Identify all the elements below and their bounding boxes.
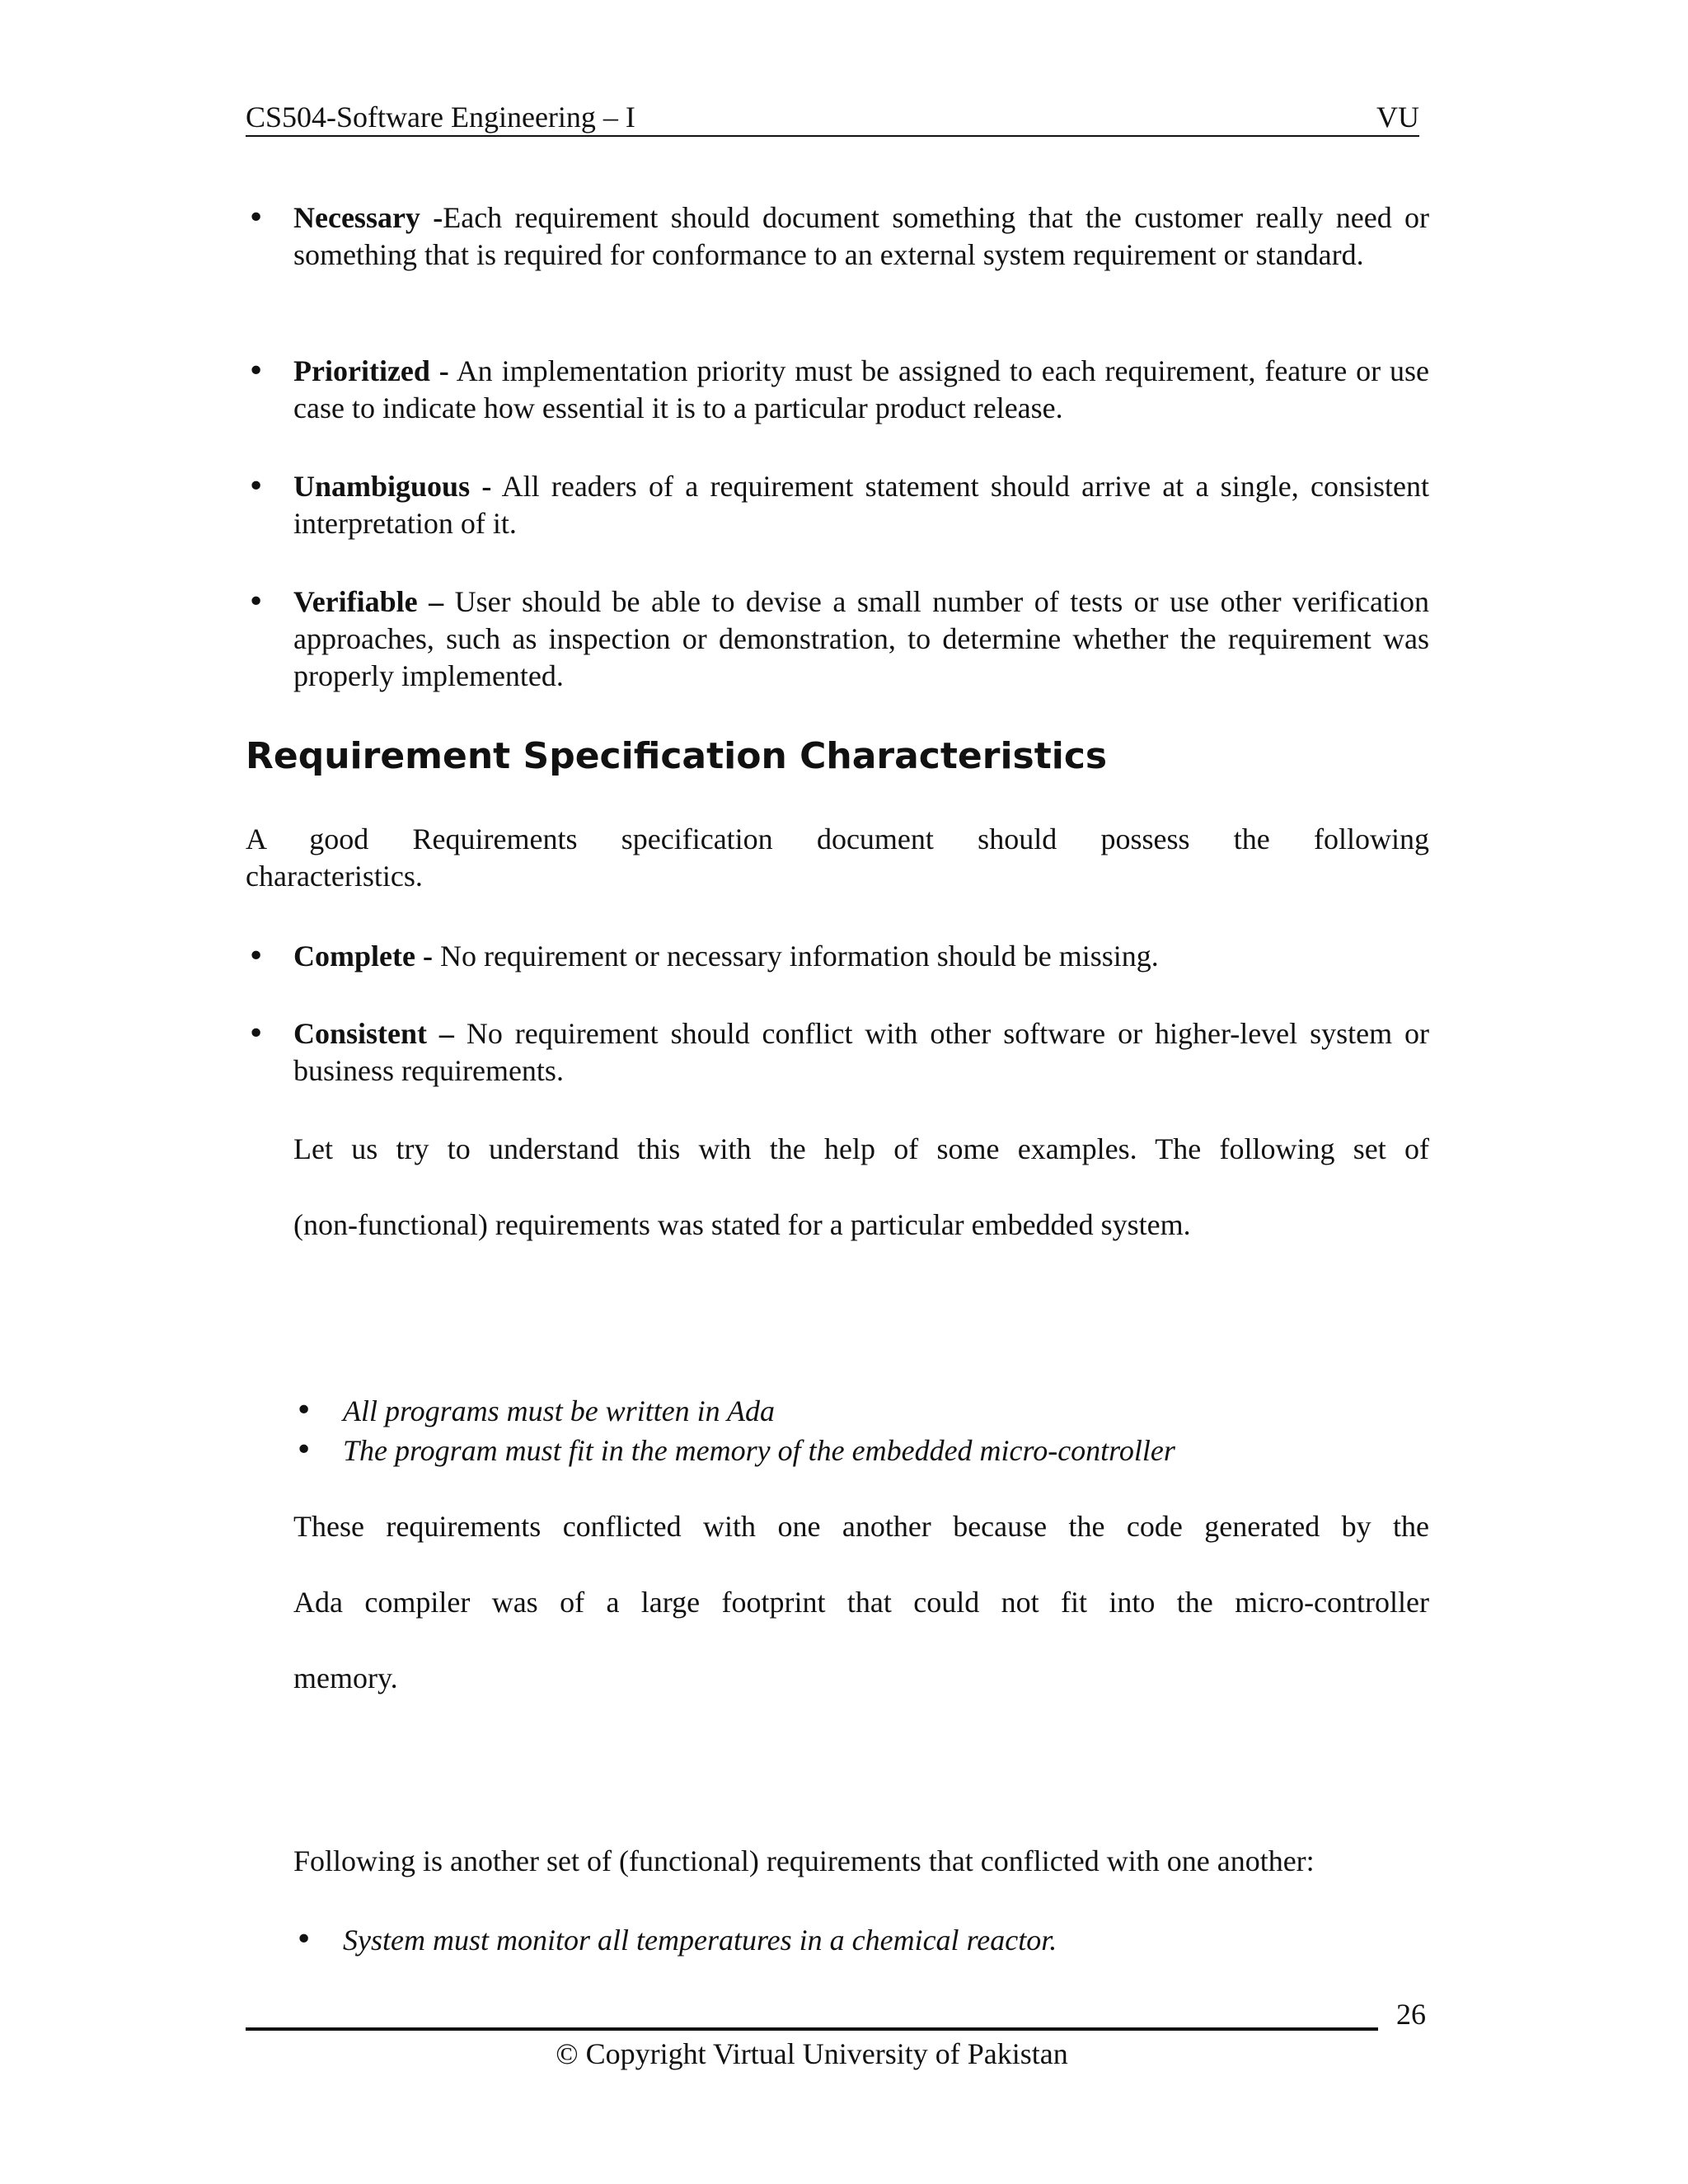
term-complete: Complete - (293, 940, 433, 972)
bullet-icon: • (295, 1394, 313, 1427)
footer-copyright: © Copyright Virtual University of Pakistan (556, 2037, 1068, 2070)
bullet-icon: • (247, 940, 265, 973)
list-item-verifiable (247, 583, 1429, 695)
page-header (246, 99, 1419, 137)
section-intro-line2: characteristics. (246, 860, 423, 893)
header-institution: VU (1376, 101, 1419, 134)
list-item: • All programs must be written in Ada (343, 1391, 1414, 1431)
explanation-line3: memory. (293, 1661, 398, 1694)
desc-unambiguous: All readers of a requirement statement should arrive at a single, consistent interpretation of it. (293, 470, 1429, 540)
bullet-icon: • (247, 585, 265, 619)
explanation-line2: Ada compiler was of a large footprint that could not fit into the micro-controller (293, 1586, 1429, 1619)
list-item: • The program must fit in the memory of the embedded micro-controller (343, 1431, 1414, 1470)
section-title: Requirement Specification Characteristics (246, 735, 1108, 777)
term-unambiguous: Unambiguous - (293, 470, 492, 503)
list-item-consistent (247, 1015, 1429, 1090)
list-item: • System must monitor all temperatures in a chemical reactor. (343, 1920, 1414, 1960)
example-lead-line2: (non-functional) requirements was stated for a particular embedded system. (293, 1208, 1191, 1241)
term-prioritized: Prioritized - (293, 354, 449, 387)
nonfunctional-requirements-list (295, 1391, 1414, 1470)
bullet-icon: • (247, 354, 265, 388)
bullet-icon: • (295, 1433, 313, 1467)
list-item-complete (247, 938, 1429, 975)
functional-lead: Following is another set of (functional) requirements that conflicted with one another: (293, 1844, 1315, 1877)
footer-divider (246, 2027, 1378, 2031)
desc-consistent: No requirement should conflict with other software or higher-level system or business requirements. (293, 1017, 1429, 1087)
explanation-line1: These requirements conflicted with one another because the code generated by the (293, 1510, 1429, 1543)
term-verifiable: Verifiable – (293, 585, 444, 618)
desc-necessary: Each requirement should document something that the customer really need or something that is required for conformance to an external system requirement or standard. (293, 201, 1429, 271)
section-intro-line1: A good Requirements specification document should possess the following (246, 823, 1429, 855)
list-item-prioritized (247, 353, 1429, 427)
list-item-unambiguous (247, 468, 1429, 542)
desc-verifiable: User should be able to devise a small number of tests or use other verification approaches, such as inspection or demonstration, to determine whether the requirement was properly implemented. (293, 585, 1429, 692)
bullet-icon: • (247, 470, 265, 504)
functional-requirements-list (295, 1920, 1414, 1960)
example-lead-line1: Let us try to understand this with the help of some examples. The following set of (293, 1132, 1429, 1165)
list-item-necessary (247, 199, 1429, 274)
term-consistent: Consistent – (293, 1017, 454, 1050)
bullet-icon: • (247, 1017, 265, 1051)
desc-complete: No requirement or necessary information should be missing. (432, 940, 1159, 972)
desc-prioritized: An implementation priority must be assigned to each requirement, feature or use case to indicate how essential it is to a particular product release. (293, 354, 1429, 424)
header-course-title: CS504-Software Engineering – I (246, 101, 635, 134)
page-number: 26 (1396, 1998, 1426, 2031)
bullet-icon: • (295, 1923, 313, 1957)
bullet-icon: • (247, 201, 265, 235)
term-necessary: Necessary - (293, 201, 443, 234)
